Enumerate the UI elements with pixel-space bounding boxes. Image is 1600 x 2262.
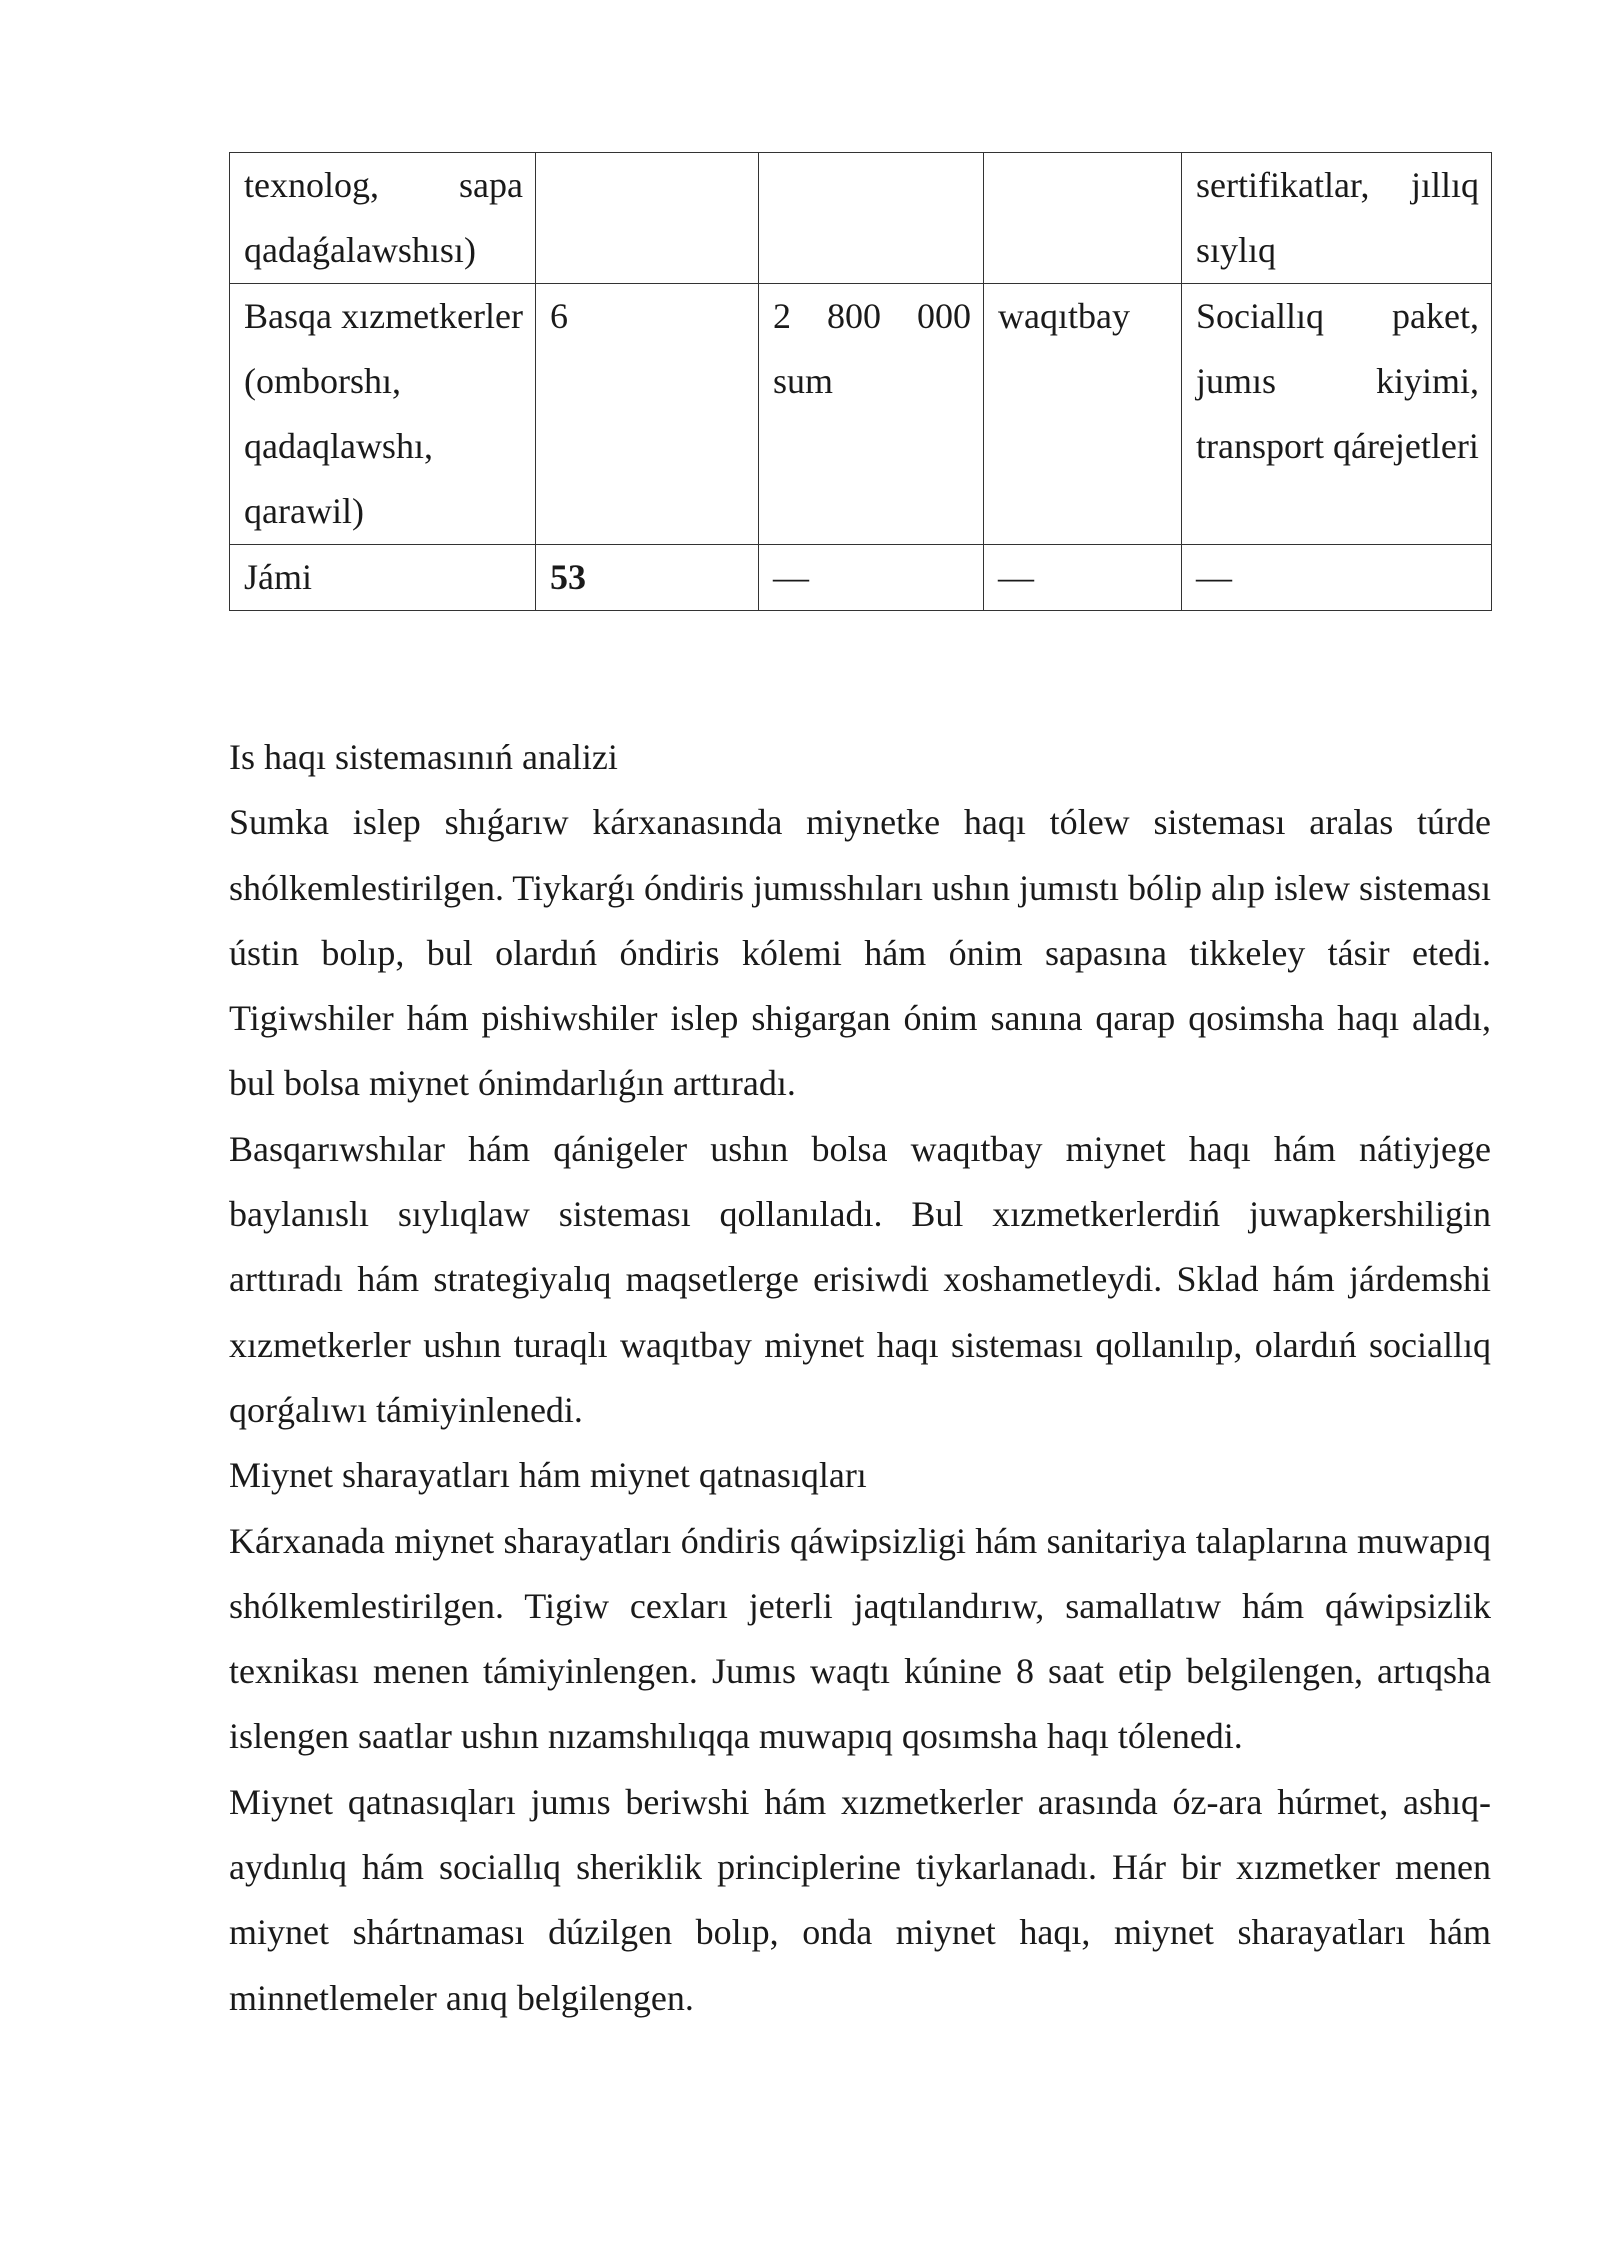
cell-pay-type: waqıtbay [984, 284, 1182, 545]
cell-total-count: 53 [536, 545, 759, 611]
paragraph: Miynet qatnasıqları jumıs beriwshi hám xızmetkerler arasında óz-ara húrmet, ashıq-aydınlıq hám sociallıq sheriklik principlerine tiykarlanadı. Hár bir xızmetker menen miynet shártnaması dúzilgen bolıp, onda miynet haqı, miynet sharayatları hám minnetlemeler anıq belgilengen. [229, 1781, 1491, 2018]
section-heading: Miynet sharayatları hám miynet qatnasıqları [229, 1455, 867, 1496]
cell-pay-type [984, 153, 1182, 284]
cell-position: Basqa xızmetkerler (omborshı, qadaqlawshı, qarawil) [230, 284, 536, 545]
table-total-row [230, 545, 1492, 611]
cell-salary: 2 800 000 sum [759, 284, 984, 545]
paragraph: Basqarıwshılar hám qánigeler ushın bolsa waqıtbay miynet haqı hám nátiyjege baylanıslı sıylıqlaw sisteması qollanıladı. Bul xızmetkerlerdiń juwapkershiligin arttıradı hám strategiyalıq maqsetlerge erisiwdi xoshametleydi. Sklad hám járdemshi xızmetkerler ushın turaqlı waqıtbay miynet haqı sisteması qollanılıp, olardıń sociallıq qorǵalıwı támiyinlenedi. [229, 1128, 1491, 1430]
paragraph: Kárxanada miynet sharayatları óndiris qáwipsizligi hám sanitariya talaplarına muwapıq shólkemlestirilgen. Tigiw cexları jeterli jaqtılandırıw, samallatıw hám qáwipsizlik texnikası menen támiyinlengen. Jumıs waqtı kúnine 8 saat etip belgilengen, artıqsha islengen saatlar ushın nızamshılıqqa muwapıq qosımsha haqı tólenedi. [229, 1520, 1491, 1757]
cell-count [536, 153, 759, 284]
document-body [229, 725, 1491, 2031]
cell-benefits: Sociallıq paket, jumıs kiyimi, transport qárejetleri [1182, 284, 1492, 545]
cell-salary [759, 153, 984, 284]
cell-position: texnolog, sapa qadaǵalawshısı) [230, 153, 536, 284]
paragraph: Sumka islep shıǵarıw kárxanasında miynetke haqı tólew sisteması aralas túrde shólkemlestirilgen. Tiykarǵı óndiris jumısshıları ushın jumıstı bólip alıp islew sisteması ústin bolıp, bul olardıń óndiris kólemi hám ónim sapasına tikkeley tásir etedi. Tigiwshiler hám pishiwshiler islep shigargan ónim sanına qarap qosimsha haqı aladı, bul bolsa miynet ónimdarlıǵın arttıradı. [229, 802, 1492, 1104]
cell-benefits: — [1182, 545, 1492, 611]
cell-total-label: Jámi [230, 545, 536, 611]
staff-table [229, 152, 1492, 611]
section-heading: Is haqı sistemasınıń analizi [229, 737, 618, 777]
table-row [230, 284, 1492, 545]
cell-salary: — [759, 545, 984, 611]
cell-pay-type: — [984, 545, 1182, 611]
table-row [230, 153, 1492, 284]
cell-count: 6 [536, 284, 759, 545]
cell-benefits: sertifikatlar, jıllıq sıylıq [1182, 153, 1492, 284]
